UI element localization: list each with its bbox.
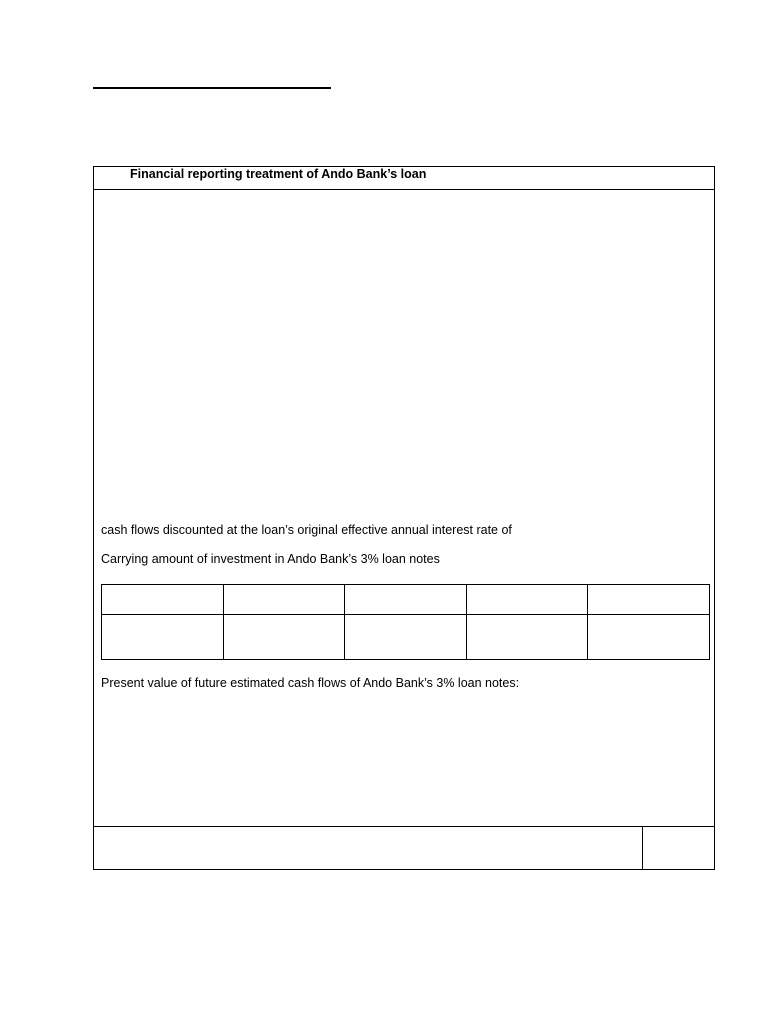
present-value-text: Present value of future estimated cash flows of Ando Bank’s 3% loan notes: <box>101 676 520 690</box>
table-cell <box>588 615 710 660</box>
table-cell <box>102 585 224 615</box>
carrying-amount-text: Carrying amount of investment in Ando Bank’s 3% loan notes <box>101 552 440 566</box>
discount-rate-text: cash flows discounted at the loan’s original effective annual interest rate of <box>101 523 512 537</box>
answer-box <box>93 166 715 870</box>
top-rule <box>93 87 331 89</box>
table-cell <box>345 615 467 660</box>
table-cell <box>223 585 345 615</box>
table-cell <box>466 585 588 615</box>
calculation-table <box>101 584 710 660</box>
table-cell <box>345 585 467 615</box>
table-cell <box>102 615 224 660</box>
table-cell <box>466 615 588 660</box>
marks-row <box>94 826 714 870</box>
table-row <box>102 585 710 615</box>
marks-column-divider <box>642 827 643 870</box>
section-title: Financial reporting treatment of Ando Bank’s loan <box>130 167 427 181</box>
table-cell <box>588 585 710 615</box>
answer-box-header <box>94 167 714 190</box>
table-cell <box>223 615 345 660</box>
table-row <box>102 615 710 660</box>
